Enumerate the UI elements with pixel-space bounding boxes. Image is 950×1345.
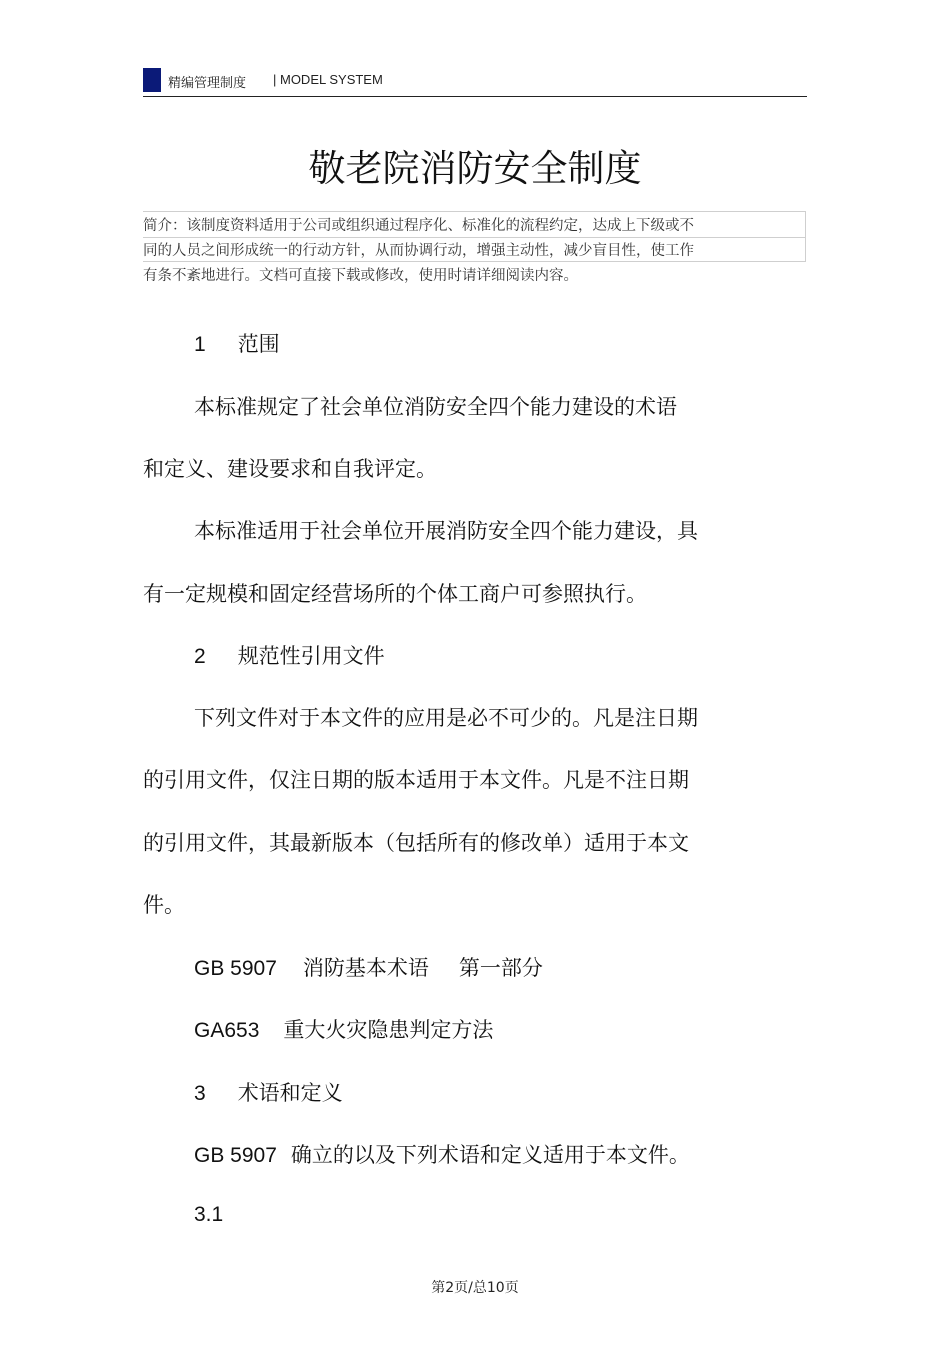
section-number: 1	[194, 333, 206, 356]
reference-part: 第一部分	[458, 956, 543, 980]
paragraph-line: 和定义、建设要求和自我评定。	[143, 457, 437, 481]
reference-2	[194, 1014, 493, 1044]
section-1-heading	[194, 328, 280, 358]
reference-name: 重大火灾隐患判定方法	[283, 1018, 494, 1042]
section-number: 3	[194, 1082, 206, 1105]
reference-1	[194, 952, 543, 982]
paragraph-line: 的引用文件，其最新版本（包括所有的修改单）适用于本文	[143, 831, 689, 855]
page-footer: 第2页/总10页	[431, 1280, 519, 1296]
intro-line-3: 有条不紊地进行。文档可直接下载或修改，使用时请详细阅读内容。	[143, 268, 578, 284]
reference-code: GB 5907	[194, 957, 277, 980]
section-3-heading	[194, 1077, 343, 1107]
reference-code: GB 5907	[194, 1144, 277, 1167]
page-header	[143, 66, 807, 97]
paragraph-line: 本标准适用于社会单位开展消防安全四个能力建设，具	[194, 519, 698, 543]
intro-line-2: 同的人员之间形成统一的行动方针，从而协调行动，增强主动性，减少盲目性，使工作	[143, 243, 694, 259]
subsection-heading	[194, 1202, 223, 1227]
paragraph-line: 件。	[143, 893, 185, 917]
section-title: 范围	[237, 332, 280, 356]
section-title: 规范性引用文件	[237, 644, 385, 668]
paragraph-line: 有一定规模和固定经营场所的个体工商户可参照执行。	[143, 582, 647, 606]
paragraph-text: 确立的以及下列术语和定义适用于本文件。	[290, 1143, 690, 1167]
logo-icon	[143, 68, 161, 92]
paragraph-line	[194, 1139, 690, 1169]
section-2-heading	[194, 640, 385, 670]
section-title: 术语和定义	[237, 1081, 343, 1105]
paragraph-line: 本标准规定了社会单位消防安全四个能力建设的术语	[194, 395, 677, 419]
reference-name: 消防基本术语	[302, 956, 429, 980]
paragraph-line: 下列文件对于本文件的应用是必不可少的。凡是注日期	[194, 706, 698, 730]
paragraph-line: 的引用文件，仅注日期的版本适用于本文件。凡是不注日期	[143, 768, 689, 792]
document-title: 敬老院消防安全制度	[308, 147, 642, 190]
header-model: | MODEL SYSTEM	[273, 72, 383, 87]
intro-line-1: 简介：该制度资料适用于公司或组织通过程序化、标准化的流程约定，达成上下级或不	[143, 218, 694, 234]
subsection-number: 3.1	[194, 1203, 224, 1226]
reference-code: GA653	[194, 1019, 260, 1042]
section-number: 2	[194, 645, 206, 668]
header-brand: 精编管理制度	[168, 76, 247, 91]
